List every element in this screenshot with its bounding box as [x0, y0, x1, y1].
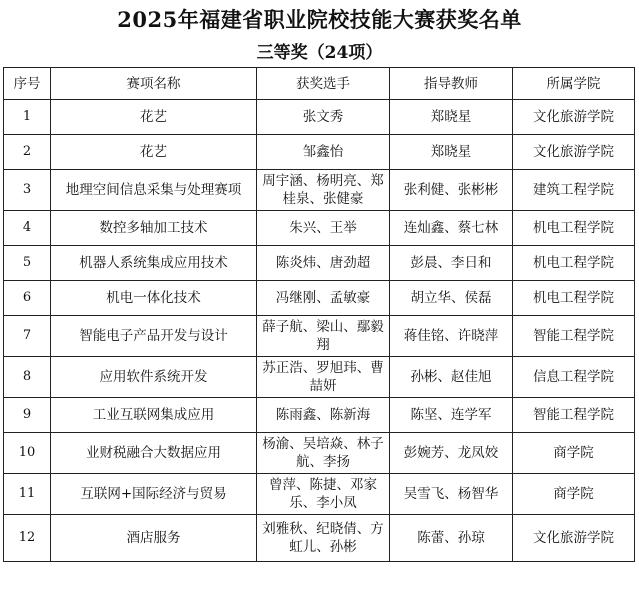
cell-no: 5: [4, 246, 51, 281]
cell-no: 3: [4, 170, 51, 211]
cell-players: 陈雨鑫、陈新海: [257, 398, 390, 433]
cell-teachers: 孙彬、赵佳旭: [390, 357, 513, 398]
cell-no: 4: [4, 211, 51, 246]
header-row: [4, 68, 635, 100]
header-college: 所属学院: [513, 68, 635, 100]
cell-college: 机电工程学院: [513, 246, 635, 281]
cell-college: 商学院: [513, 474, 635, 515]
cell-no: 6: [4, 281, 51, 316]
cell-players: 刘雅秋、纪晓倩、方虹儿、孙彬: [257, 515, 390, 562]
cell-event: 酒店服务: [51, 515, 257, 562]
cell-no: 1: [4, 100, 51, 135]
cell-players: 邹鑫怡: [257, 135, 390, 170]
table-row: [4, 281, 635, 316]
cell-college: 信息工程学院: [513, 357, 635, 398]
cell-no: 10: [4, 433, 51, 474]
table-row: [4, 100, 635, 135]
cell-college: 机电工程学院: [513, 211, 635, 246]
cell-players: 薛子航、梁山、鄢毅翔: [257, 316, 390, 357]
cell-players: 冯继刚、孟敏豪: [257, 281, 390, 316]
cell-college: 文化旅游学院: [513, 515, 635, 562]
cell-teachers: 连灿鑫、蔡七林: [390, 211, 513, 246]
header-players: 获奖选手: [257, 68, 390, 100]
table-row: [4, 474, 635, 515]
cell-teachers: 胡立华、侯磊: [390, 281, 513, 316]
cell-college: 商学院: [513, 433, 635, 474]
cell-players: 陈炎炜、唐劲超: [257, 246, 390, 281]
cell-players: 周宇涵、杨明亮、郑桂泉、张健豪: [257, 170, 390, 211]
cell-no: 9: [4, 398, 51, 433]
cell-event: 应用软件系统开发: [51, 357, 257, 398]
table-row: [4, 170, 635, 211]
cell-teachers: 郑晓星: [390, 135, 513, 170]
cell-no: 2: [4, 135, 51, 170]
table-header: [4, 68, 635, 100]
cell-event: 工业互联网集成应用: [51, 398, 257, 433]
awards-table: [3, 67, 635, 562]
cell-teachers: 吴雪飞、杨智华: [390, 474, 513, 515]
cell-players: 苏正浩、罗旭玮、曹喆妍: [257, 357, 390, 398]
cell-teachers: 郑晓星: [390, 100, 513, 135]
cell-players: 朱兴、王举: [257, 211, 390, 246]
cell-event: 智能电子产品开发与设计: [51, 316, 257, 357]
cell-no: 8: [4, 357, 51, 398]
cell-event: 机器人系统集成应用技术: [51, 246, 257, 281]
cell-event: 机电一体化技术: [51, 281, 257, 316]
table-row: [4, 211, 635, 246]
cell-event: 数控多轴加工技术: [51, 211, 257, 246]
cell-teachers: 陈蕾、孙琼: [390, 515, 513, 562]
cell-players: 曾萍、陈捷、邓家乐、李小凤: [257, 474, 390, 515]
cell-college: 智能工程学院: [513, 398, 635, 433]
cell-event: 业财税融合大数据应用: [51, 433, 257, 474]
cell-teachers: 陈坚、连学军: [390, 398, 513, 433]
table-row: [4, 433, 635, 474]
table-row: [4, 316, 635, 357]
cell-no: 7: [4, 316, 51, 357]
document-subtitle: 三等奖（24项）: [256, 43, 383, 63]
cell-no: 12: [4, 515, 51, 562]
header-event: 赛项名称: [51, 68, 257, 100]
cell-college: 建筑工程学院: [513, 170, 635, 211]
cell-event: 花艺: [51, 100, 257, 135]
table-row: [4, 246, 635, 281]
table-row: [4, 398, 635, 433]
cell-no: 11: [4, 474, 51, 515]
cell-college: 文化旅游学院: [513, 100, 635, 135]
cell-college: 机电工程学院: [513, 281, 635, 316]
cell-college: 智能工程学院: [513, 316, 635, 357]
cell-teachers: 彭晨、李日和: [390, 246, 513, 281]
cell-players: 张文秀: [257, 100, 390, 135]
cell-teachers: 张利健、张彬彬: [390, 170, 513, 211]
cell-teachers: 蒋佳铭、许晓萍: [390, 316, 513, 357]
cell-college: 文化旅游学院: [513, 135, 635, 170]
cell-teachers: 彭婉芳、龙凤姣: [390, 433, 513, 474]
table-row: [4, 135, 635, 170]
document-title: 2025年福建省职业院校技能大赛获奖名单: [117, 7, 522, 32]
header-teachers: 指导教师: [390, 68, 513, 100]
table-row: [4, 357, 635, 398]
cell-event: 花艺: [51, 135, 257, 170]
cell-players: 杨渝、吴培焱、林子航、李扬: [257, 433, 390, 474]
cell-event: 地理空间信息采集与处理赛项: [51, 170, 257, 211]
table-body: [4, 100, 635, 562]
table-row: [4, 515, 635, 562]
header-no: 序号: [4, 68, 51, 100]
cell-event: 互联网+国际经济与贸易: [51, 474, 257, 515]
